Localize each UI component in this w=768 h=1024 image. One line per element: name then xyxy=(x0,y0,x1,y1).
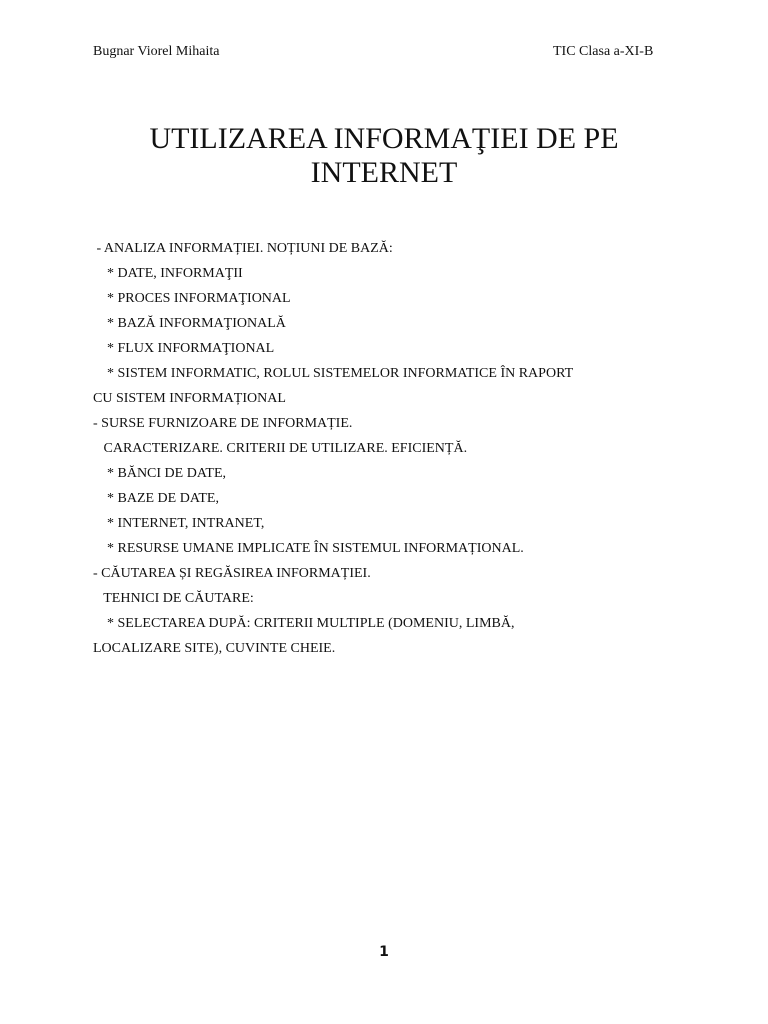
body-line: * RESURSE UMANE IMPLICATE ÎN SISTEMUL INFORMAȚIONAL. xyxy=(93,541,524,556)
document-body xyxy=(93,236,713,661)
body-line: * SELECTAREA DUPĂ: CRITERII MULTIPLE (DOMENIU, LIMBĂ, xyxy=(93,616,515,631)
body-line: - CĂUTAREA ȘI REGĂSIREA INFORMAȚIEI. xyxy=(93,566,371,581)
body-line: * INTERNET, INTRANET, xyxy=(93,516,265,531)
body-line: - SURSE FURNIZOARE DE INFORMAȚIE. xyxy=(93,416,353,431)
title-line-2: INTERNET xyxy=(310,156,458,189)
body-line: CARACTERIZARE. CRITERII DE UTILIZARE. EFICIENȚĂ. xyxy=(93,441,468,456)
body-line: TEHNICI DE CĂUTARE: xyxy=(93,591,254,606)
body-line: * BAZE DE DATE, xyxy=(93,491,219,506)
body-line: * PROCES INFORMAŢIONAL xyxy=(93,291,291,306)
header-class-info: TIC Clasa a-XI-B xyxy=(553,44,654,59)
body-line: LOCALIZARE SITE), CUVINTE CHEIE. xyxy=(93,641,336,656)
title-line-1: UTILIZAREA INFORMAŢIEI DE PE xyxy=(149,122,619,155)
body-line: * BĂNCI DE DATE, xyxy=(93,466,226,481)
body-line: * BAZĂ INFORMAŢIONALĂ xyxy=(93,316,286,331)
document-title xyxy=(0,122,768,190)
body-line: * SISTEM INFORMATIC, ROLUL SISTEMELOR INFORMATICE ÎN RAPORT xyxy=(93,366,574,381)
page-number: 1 xyxy=(379,944,389,960)
body-line: * DATE, INFORMAŢII xyxy=(93,266,243,281)
body-line: * FLUX INFORMAŢIONAL xyxy=(93,341,275,356)
body-line: - ANALIZA INFORMAȚIEI. NOȚIUNI DE BAZĂ: xyxy=(93,241,393,256)
header-author: Bugnar Viorel Mihaita xyxy=(93,44,220,59)
body-line: CU SISTEM INFORMAȚIONAL xyxy=(93,391,286,406)
